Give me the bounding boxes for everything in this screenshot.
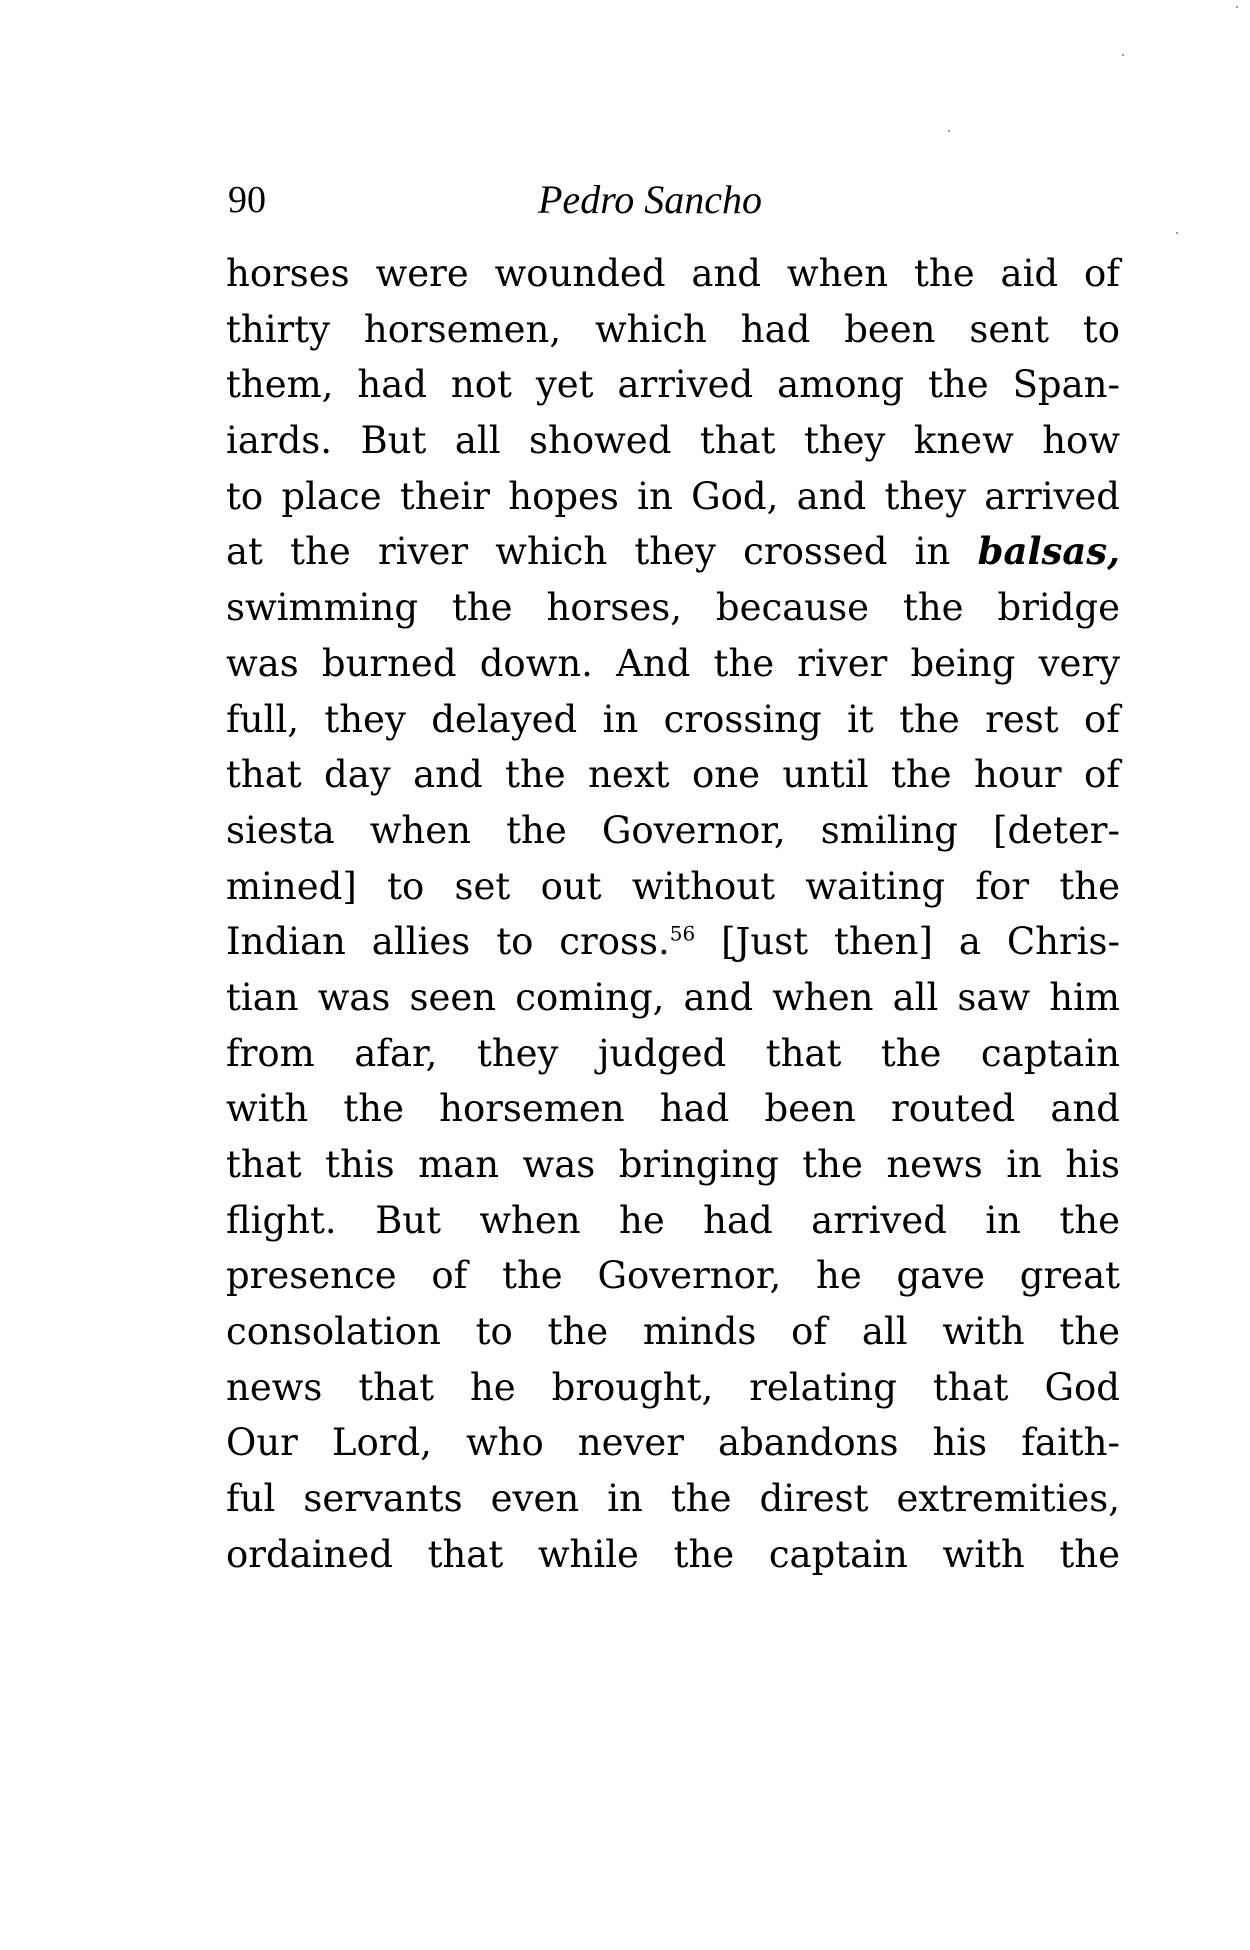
text-line-segment: at the river which they crossed in <box>226 530 951 574</box>
text-line: swimming the horses, because the bridge <box>226 586 1120 630</box>
text-line: Our Lord, who never abandons his faith- <box>226 1421 1120 1465</box>
body-text <box>226 246 1120 1583</box>
text-line <box>226 524 1120 580</box>
text-line: them, had not yet arrived among the Span- <box>226 363 1120 407</box>
text-line: siesta when the Governor, smiling [deter- <box>226 808 1120 852</box>
text-line: iards. But all showed that they knew how <box>226 419 1120 463</box>
text-line: flight. But when he had arrived in the <box>226 1198 1120 1242</box>
text-line: thirty horsemen, which had been sent to <box>226 307 1120 351</box>
text-line: consolation to the minds of all with the <box>226 1310 1120 1354</box>
text-line: was burned down. And the river being very <box>226 641 1120 685</box>
text-line: mined] to set out without waiting for the <box>226 864 1120 908</box>
text-line: tian was seen coming, and when all saw him <box>226 975 1120 1019</box>
text-line: that this man was bringing the news in his <box>226 1143 1120 1186</box>
running-head <box>228 170 1122 230</box>
text-line: full, they delayed in crossing it the rest of <box>226 697 1120 741</box>
scan-speck <box>1236 6 1238 8</box>
text-line: horses were wounded and when the aid of <box>226 252 1120 295</box>
text-line: from afar, they judged that the captain <box>226 1031 1120 1075</box>
scan-speck <box>1122 54 1124 56</box>
text-line-segment: [Just then] a Chris- <box>721 920 1120 964</box>
footnote-reference: 56 <box>669 921 696 946</box>
text-line <box>226 914 1120 970</box>
text-line: ful servants even in the direst extremities, <box>226 1477 1120 1521</box>
running-title: Pedro Sancho <box>538 177 763 222</box>
text-line: that day and the next one until the hour of <box>226 753 1120 797</box>
text-line: news that he brought, relating that God <box>226 1365 1120 1409</box>
italic-term: balsas, <box>977 529 1121 574</box>
scan-speck <box>1176 232 1178 234</box>
text-line-segment: Indian allies to cross. <box>226 920 670 964</box>
page-number: 90 <box>228 179 266 221</box>
text-line: presence of the Governor, he gave great <box>226 1254 1120 1298</box>
text-line: to place their hopes in God, and they arrived <box>226 474 1120 518</box>
text-line: with the horsemen had been routed and <box>226 1087 1120 1131</box>
scan-speck <box>948 130 950 132</box>
text-line: ordained that while the captain with the <box>226 1532 1120 1576</box>
